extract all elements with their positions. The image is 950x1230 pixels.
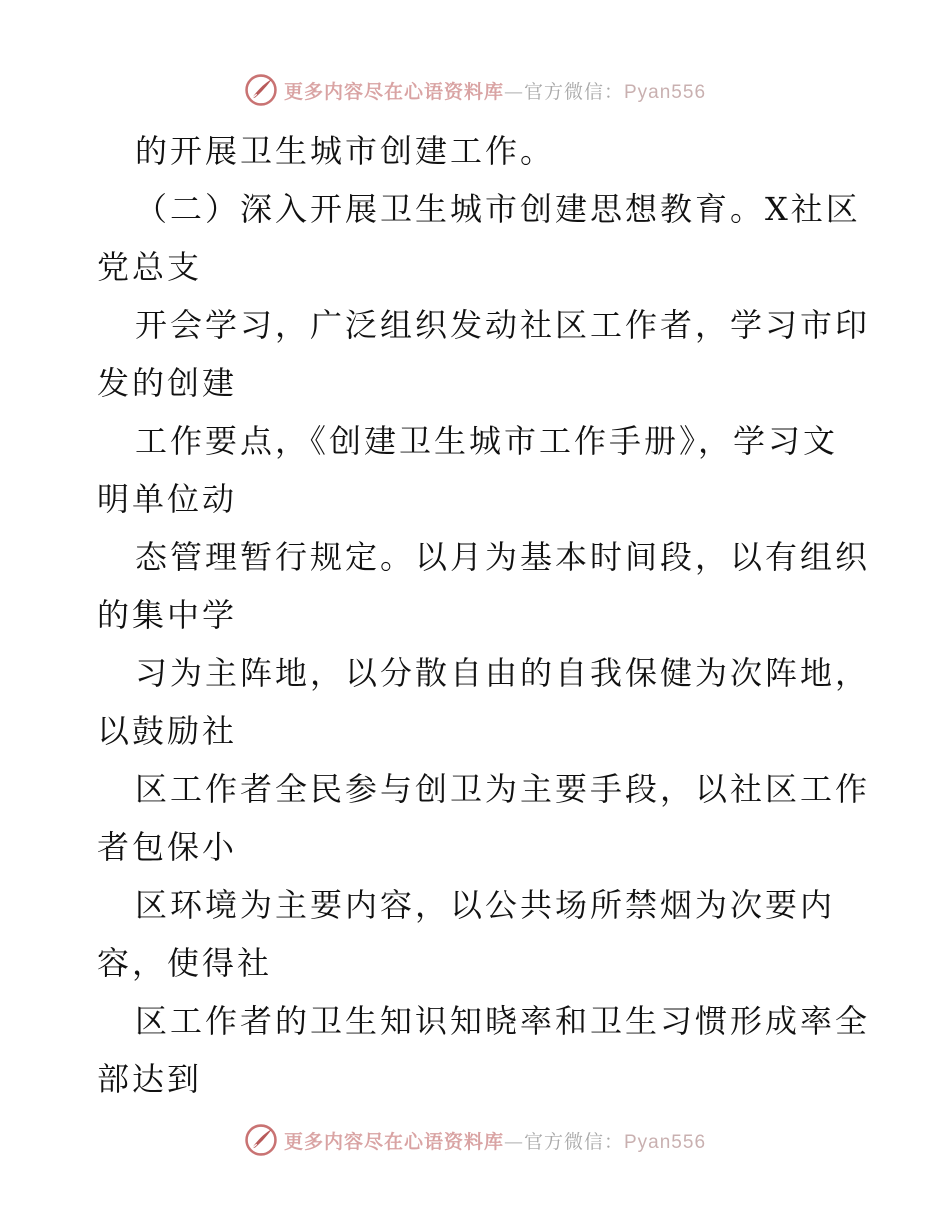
body-line: 以鼓励社 (97, 712, 238, 750)
watermark-site: 更多内容尽在心语资料库 (283, 80, 504, 103)
quill-pen-seal-icon (244, 1123, 278, 1157)
watermark-site: 更多内容尽在心语资料库 (283, 1130, 504, 1153)
body-line: 部达到 (97, 1060, 203, 1098)
body-line: 态管理暂行规定。以月为基本时间段，以有组织 (135, 538, 871, 576)
watermark-separator: — (503, 80, 524, 103)
watermark-separator: — (503, 1130, 524, 1153)
footer-watermark (0, 1120, 950, 1160)
body-line: 区环境为主要内容，以公共场所禁烟为次要内 (135, 886, 836, 924)
body-line: 习为主阵地，以分散自由的自我保健为次阵地， (135, 654, 871, 692)
body-line: 开会学习，广泛组织发动社区工作者，学习市印 (135, 306, 871, 344)
quill-pen-seal-icon (244, 73, 278, 107)
body-line: 发的创建 (97, 364, 238, 402)
body-line: 的集中学 (97, 596, 238, 634)
body-line: 区工作者全民参与创卫为主要手段，以社区工作 (135, 770, 871, 808)
watermark-label: 官方微信： (523, 80, 624, 103)
document-body (97, 122, 871, 1108)
body-line: 工作要点，《创建卫生城市工作手册》，学习文 (135, 422, 839, 460)
body-line: 党总支 (97, 248, 203, 286)
body-line: 区工作者的卫生知识知晓率和卫生习惯形成率全 (135, 1002, 871, 1040)
header-watermark (0, 70, 950, 110)
watermark-account: Pyan556 (624, 81, 707, 103)
body-line: 的开展卫生城市创建工作。 (135, 132, 556, 170)
watermark-text (284, 1127, 706, 1154)
body-line: 者包保小 (97, 828, 238, 866)
watermark-text (284, 77, 706, 104)
body-line: 容，使得社 (97, 944, 273, 982)
body-line: （二）深入开展卫生城市创建思想教育。X社区 (135, 190, 861, 228)
body-line: 明单位动 (97, 480, 238, 518)
watermark-account: Pyan556 (624, 1131, 707, 1153)
watermark-label: 官方微信： (523, 1130, 624, 1153)
